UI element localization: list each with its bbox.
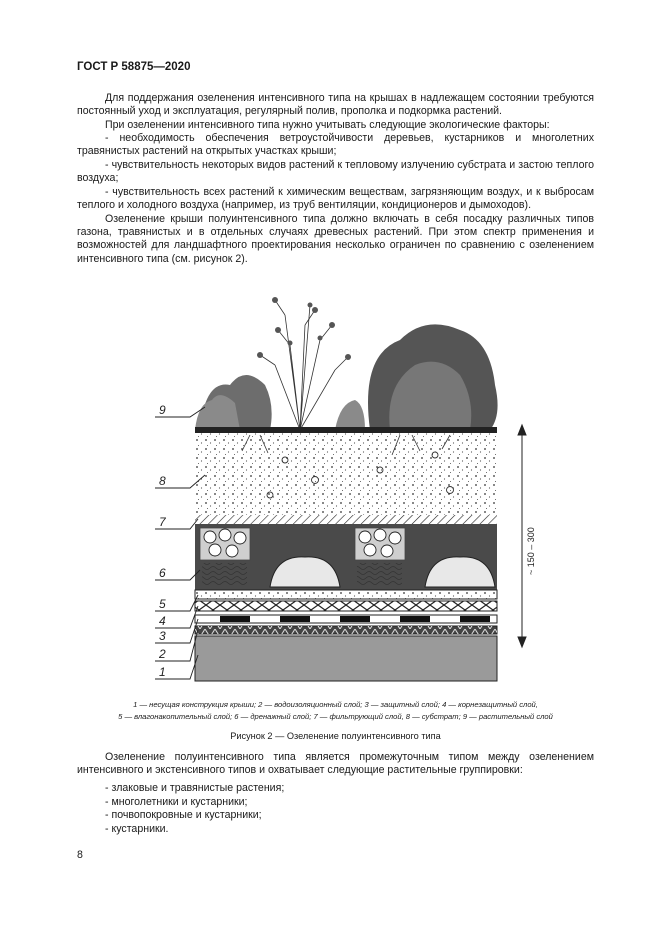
paragraph-3: - необходимость обеспечения ветроустойчивости деревьев, кустарников и многолетних травянистых растений на открытых участках крыши; [77,132,594,158]
plant-groups-list [105,782,284,836]
document-header: ГОСТ Р 58875—2020 [77,61,191,73]
list-item: - многолетники и кустарники; [105,795,248,808]
paragraph-6: Озеленение крыши полуинтенсивного типа должно включать в себя посадку различных типов газона, травянистых и в отдельных случаях древесных растений. При этом спектр применения и возможностей для ландшафтного проектирования несколько ограничен по сравнению с озеленением интенсивного типа (см. рисунок 2). [77,213,594,265]
figure-caption: Рисунок 2 — Озеленение полуинтенсивного типа [230,731,441,741]
layer-number-8: 8 [159,474,166,488]
layer-number-4: 4 [159,614,166,628]
legend-line-1: 1 — несущая конструкция крыши; 2 — водоизоляционный слой; 3 — защитный слой; 4 — корнезащитный слой, [133,700,538,709]
layer-number-9: 9 [159,403,166,417]
page-number: 8 [77,849,83,861]
green-roof-figure [150,285,550,695]
legend-line-2: 5 — влагонакопительный слой; 6 — дренажный слой; 7 — фильтрующий слой, 8 — субстрат; 9 — растительный слой [118,712,553,721]
list-item: - почвопокровные и кустарники; [105,809,262,822]
figure-legend [77,699,594,723]
layer-number-7: 7 [159,515,166,529]
layer-number-5: 5 [159,597,166,611]
paragraph-1: Для поддержания озеленения интенсивного типа на крышах в надлежащем состоянии требуются постоянный уход и эксплуатация, регулярный полив, прополка и подкормка растений. [77,92,594,118]
layer-number-6: 6 [159,566,166,580]
layer-number-2: 2 [159,647,166,661]
layer-numbers [158,403,167,679]
list-item: - злаковые и травянистые растения; [105,782,285,794]
vegetation [195,297,498,430]
paragraph-2: При озеленении интенсивного типа нужно учитывать следующие экологические факторы: [105,119,550,131]
paragraph-4: - чувствительность некоторых видов растений к тепловому излучению субстрата и застою теплого воздуха; [77,159,594,185]
paragraph-after-figure: Озеленение полуинтенсивного типа является промежуточным типом между озеленением интенсивного и экстенсивного типов и охватывает следующие растительные группировки: [77,751,594,777]
paragraph-5: - чувствительность всех растений к химическим веществам, загрязняющим воздух, и к выбросам теплого и холодного воздуха (например, из труб вентиляции, кондиционеров и дымоходов). [77,186,594,212]
dimension-label: ~ 150 – 300 [526,527,536,575]
layer-number-1: 1 [159,665,166,679]
list-item: - кустарники. [105,822,169,835]
layer-number-3: 3 [159,629,166,643]
